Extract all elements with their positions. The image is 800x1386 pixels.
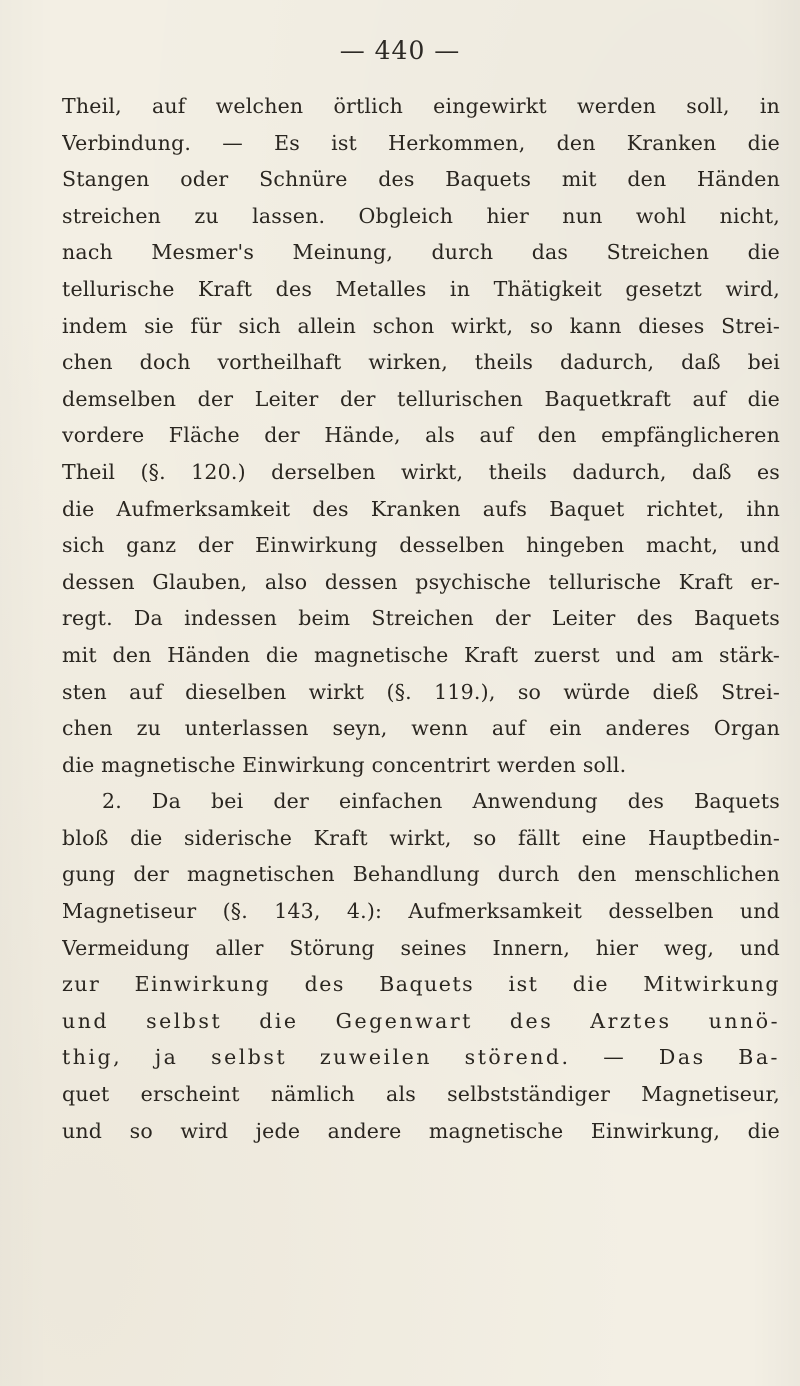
- paragraph-start-line: 2. Da bei der einfachen Anwendung des Baquets: [102, 789, 780, 814]
- text-line: gung der magnetischen Behandlung durch den menschlichen: [62, 862, 780, 887]
- text-line: Magnetiseur (§. 143, 4.): Aufmerksamkeit desselben und: [62, 899, 780, 924]
- text-line: zur Einwirkung des Baquets ist die Mitwirkung: [62, 972, 780, 997]
- text-line: streichen zu lassen. Obgleich hier nun wohl nicht,: [62, 203, 780, 228]
- text-line: nach Mesmer's Meinung, durch das Streichen die: [62, 240, 780, 265]
- text-line: sich ganz der Einwirkung desselben hingeben macht, und: [62, 533, 780, 558]
- text-line: mit den Händen die magnetische Kraft zuerst und am stärk-: [62, 642, 780, 667]
- text-line: Verbindung. — Es ist Herkommen, den Kranken die: [62, 130, 780, 155]
- text-line: Vermeidung aller Störung seines Innern, hier weg, und: [62, 935, 780, 960]
- text-line: und so wird jede andere magnetische Einwirkung, die: [62, 1118, 780, 1143]
- text-line: dessen Glauben, also dessen psychische tellurische Kraft er-: [62, 569, 780, 594]
- text-line: thig, ja selbst zuweilen störend. — Das Ba-: [62, 1045, 780, 1070]
- text-line: quet erscheint nämlich als selbstständiger Magnetiseur,: [62, 1082, 780, 1107]
- text-line: sten auf dieselben wirkt (§. 119.), so würde dieß Strei-: [62, 679, 780, 704]
- text-line: bloß die siderische Kraft wirkt, so fällt eine Hauptbedin-: [62, 825, 780, 850]
- text-line: indem sie für sich allein schon wirkt, so kann dieses Strei-: [62, 313, 780, 338]
- text-line: Theil, auf welchen örtlich eingewirkt werden soll, in: [62, 94, 780, 118]
- text-line: die magnetische Einwirkung concentrirt werden soll.: [62, 752, 627, 777]
- text-line: vordere Fläche der Hände, als auf den empfänglicheren: [62, 423, 780, 448]
- page-number-header: — 440 —: [339, 36, 461, 65]
- text-line: demselben der Leiter der tellurischen Baquetkraft auf die: [62, 386, 780, 411]
- body-text: [62, 88, 780, 1149]
- text-line: chen doch vortheilhaft wirken, theils dadurch, daß bei: [62, 350, 780, 375]
- text-line: chen zu unterlassen seyn, wenn auf ein anderes Organ: [62, 716, 780, 741]
- text-line: regt. Da indessen beim Streichen der Leiter des Baquets: [62, 606, 780, 631]
- text-line: Stangen oder Schnüre des Baquets mit den Händen: [62, 167, 780, 192]
- text-line: die Aufmerksamkeit des Kranken aufs Baquet richtet, ihn: [62, 496, 780, 521]
- text-line: tellurische Kraft des Metalles in Thätigkeit gesetzt wird,: [62, 276, 780, 301]
- text-line: und selbst die Gegenwart des Arztes unnö-: [62, 1008, 780, 1033]
- text-line: Theil (§. 120.) derselben wirkt, theils dadurch, daß es: [62, 459, 780, 484]
